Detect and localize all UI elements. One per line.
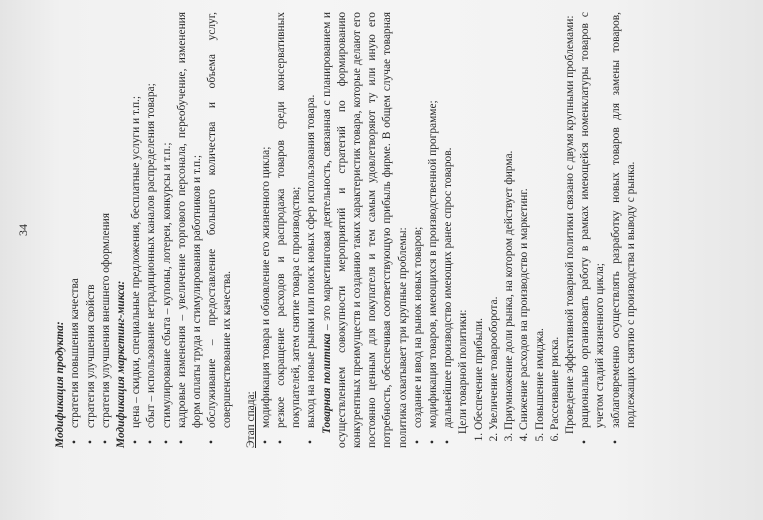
- list-item: • резкое сокращение расходов и распродажа товаров среди консервативных покупателей, затем снятие товара с производства;: [274, 12, 304, 428]
- list-item: • дальнейшее производство имеющих ранее спрос товаров.: [441, 12, 456, 428]
- marketing-mix-heading: Модификация маркетинг-микса:: [115, 280, 128, 448]
- list-item: • заблаговременно осуществлять разработку новых товаров для замены товаров, подлежащих снятию с производства и выводу с рынка.: [609, 12, 639, 428]
- list-item: 2. Увеличение товарооборота.: [487, 12, 502, 430]
- list-item: • рационально организовать работу в рамках имеющейся номенклатуры товаров с учетом стадий жизненного цикла;: [578, 12, 608, 428]
- list-item: • цена – скидки, специальные предложения, бесплатные услуги и т.п.;: [129, 12, 144, 428]
- list-item: • создание и ввод на рынок новых товаров;: [411, 12, 426, 428]
- list-item: 3. Приумножение доли рынка, на котором действует фирма.: [502, 12, 517, 430]
- policy-text: – это маркетинговая деятельность, связанная с планированием и осуществлением совокупности мероприятий и стратегий по формированию конкурентных преимуществ и созданию таких характеристик товара, которые делают его постоянно ценным для покупателя и тем самым удовлетворяют ту или иную его потребность, обеспечивая соответствующую прибыль фирме. В общем случае товарная политика охватывает три крупные проблемы:: [320, 12, 409, 448]
- goals-list: [472, 12, 563, 448]
- product-mod-heading: Модификация продукта:: [54, 321, 67, 448]
- list-item: • сбыт – использование нетрадиционных каналов распределения товара;: [144, 12, 159, 428]
- list-item: • стратегия повышения качества: [68, 12, 83, 428]
- marketing-mix-list: [129, 12, 235, 448]
- list-item: • стратегия улучшения внешнего оформления: [99, 12, 114, 428]
- list-item: 6. Рассеивание риска.: [548, 12, 563, 430]
- list-item: • стратегия улучшения свойств: [84, 12, 99, 428]
- policy-list: [411, 12, 457, 448]
- list-item: • кадровые изменения – увеличение торгового персонала, переобучение, изменения форм оплаты труда и стимулирования работников и т.п.;: [175, 12, 205, 428]
- list-item: 5. Повышение имиджа.: [533, 12, 548, 430]
- list-item: • выход на новые рынки или поиск новых сфер использования товара.: [304, 12, 319, 428]
- list-item: 1. Обеспечение прибыли.: [472, 12, 487, 430]
- page-number: 34: [16, 224, 30, 236]
- effective-paragraph: Проведение эффективной товарной политики связано с двумя крупными проблемами:: [563, 15, 576, 434]
- effective-list: [578, 12, 639, 448]
- list-item: • модификация товара и обновление его жизненного цикла;: [259, 12, 274, 428]
- list-item: • модификация товаров, имеющихся в производственной программе;: [426, 12, 441, 428]
- list-item: 4. Снижение расходов на производство и маркетинг.: [517, 12, 532, 430]
- decline-list: [259, 12, 320, 448]
- list-item: • обслуживание – предоставление большего количества и объема услуг, совершенствование их качества.: [205, 12, 235, 428]
- policy-paragraph: [320, 12, 411, 448]
- policy-term: Товарная политика: [320, 333, 333, 434]
- list-item: • стимулирование сбыта – купоны, лотереи, конкурсы и т.п.;: [160, 12, 175, 428]
- product-mod-list: [68, 12, 114, 448]
- decline-heading: Этап спада:: [244, 391, 257, 448]
- goals-heading: Цели товарной политики:: [457, 309, 470, 434]
